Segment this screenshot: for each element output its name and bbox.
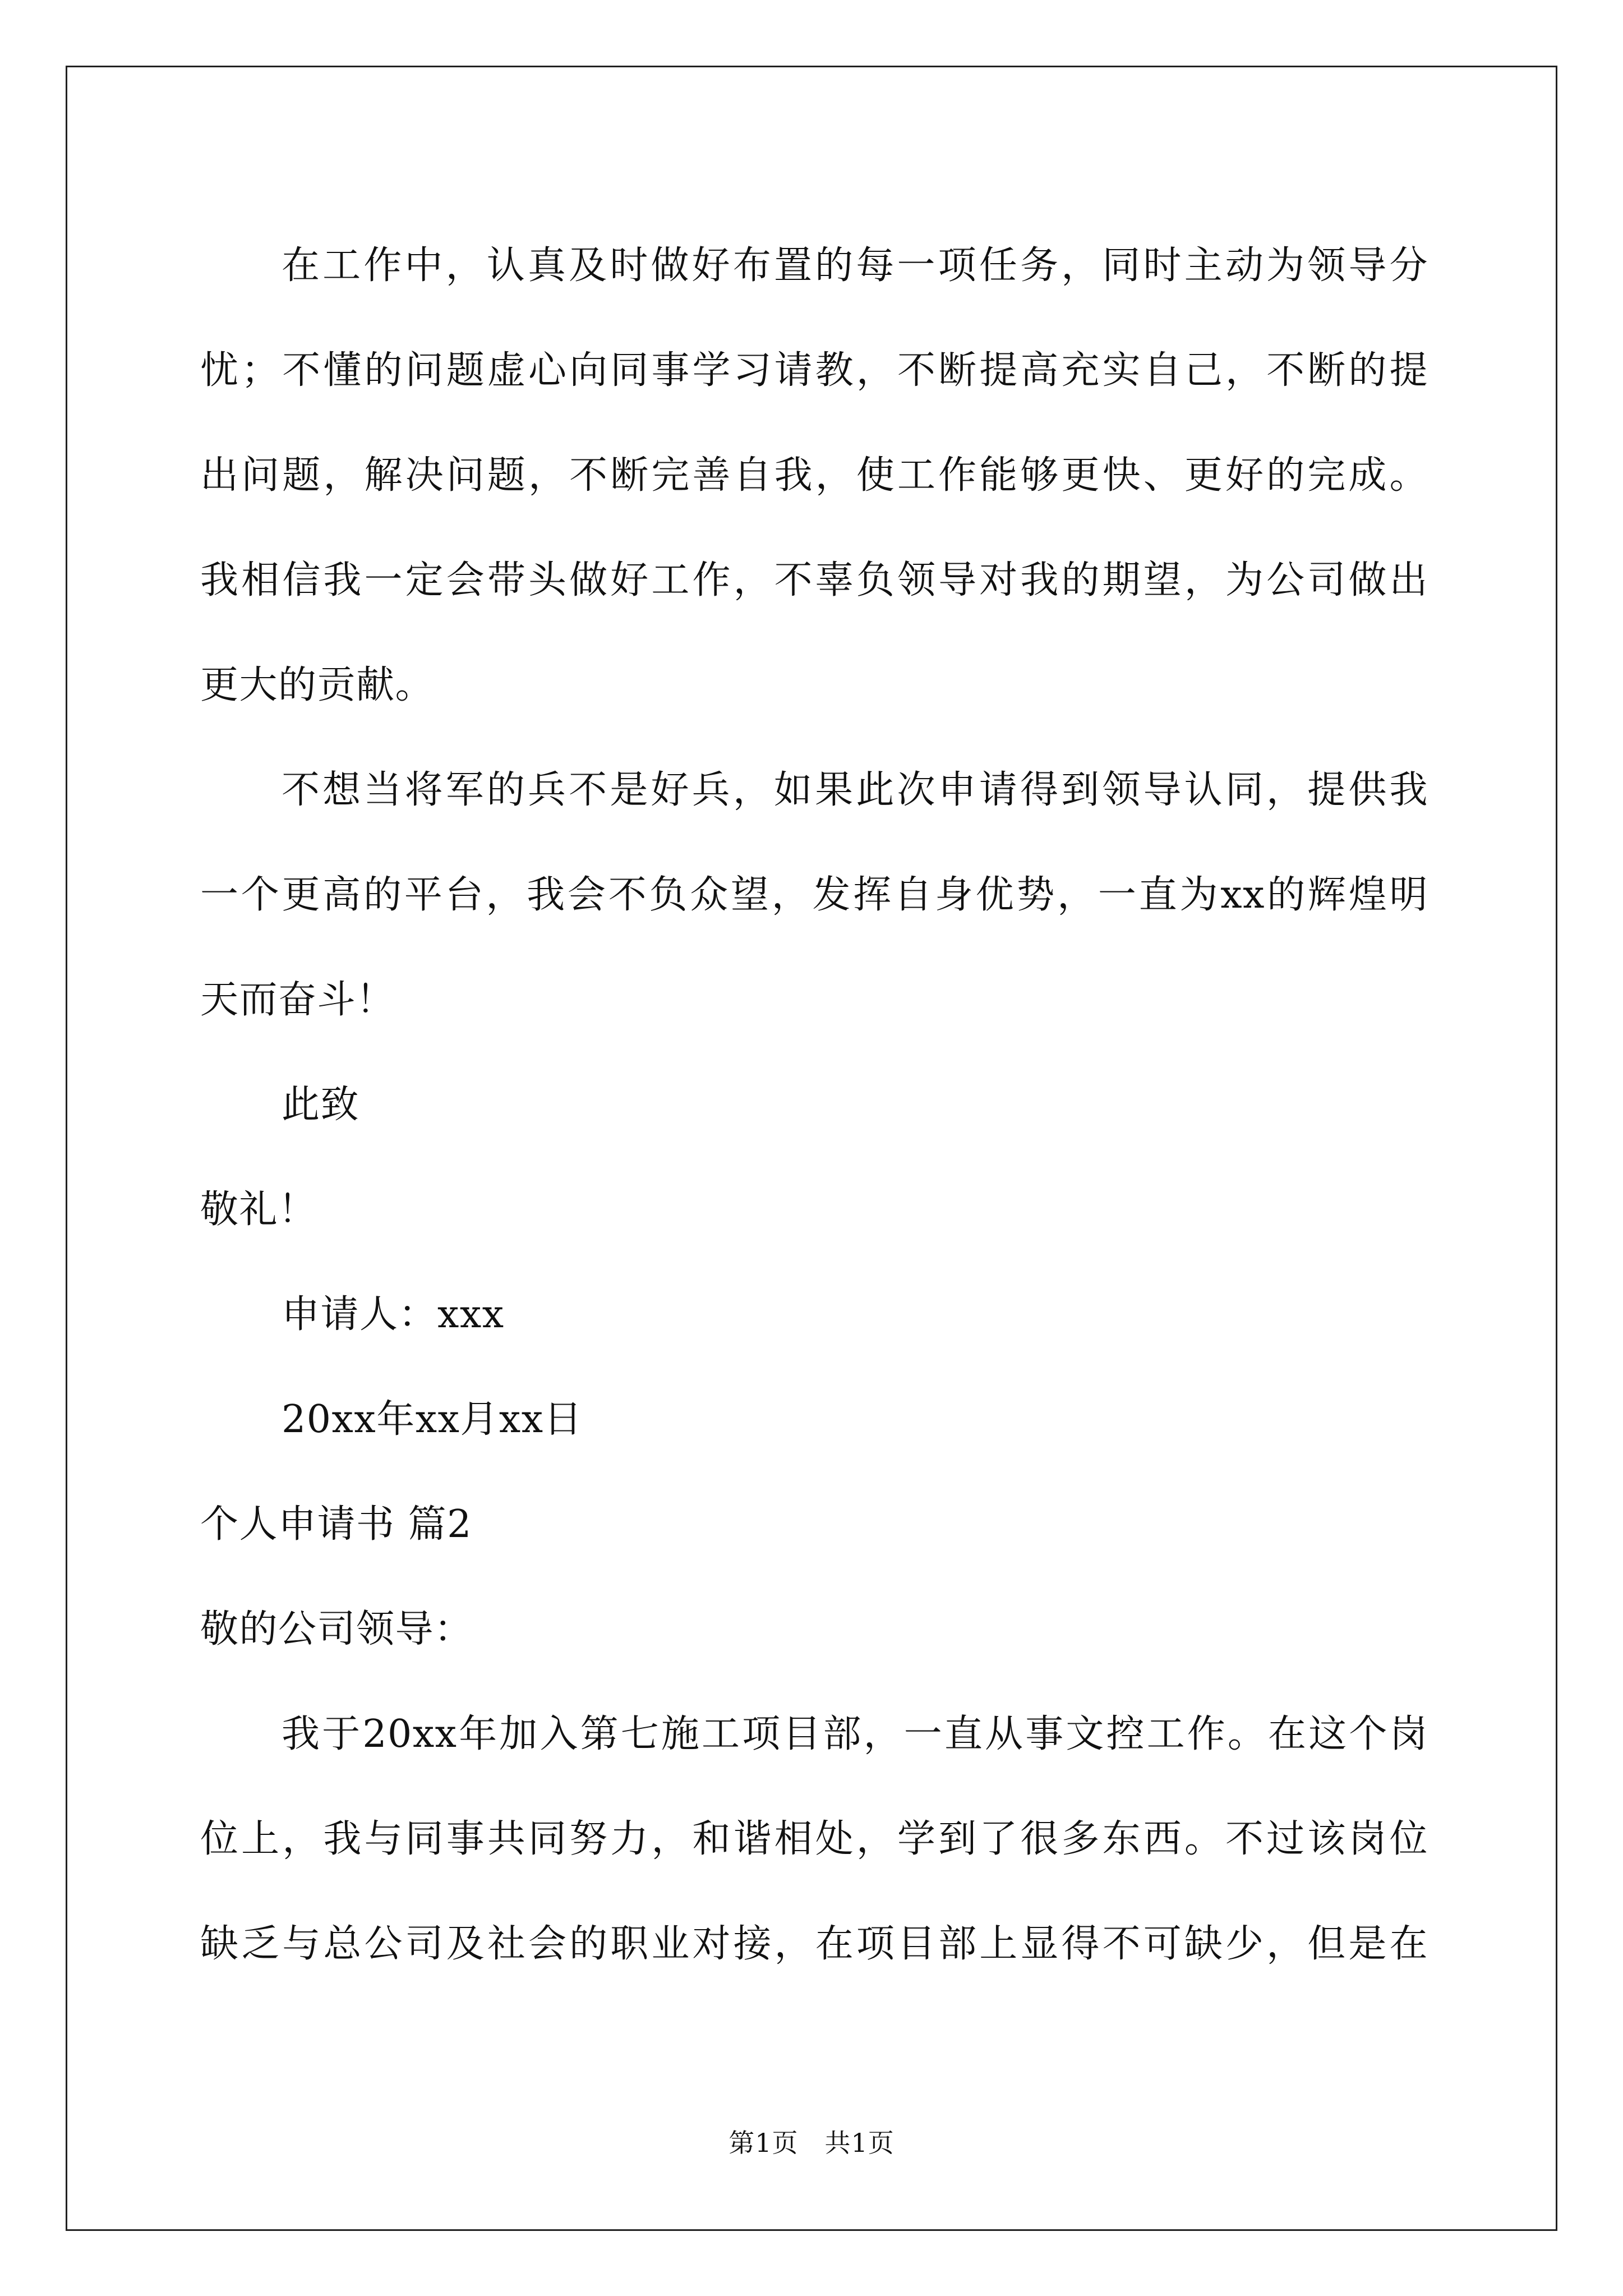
- paragraph-line: 缺乏与总公司及社会的职业对接，在项目部上显得不可缺少，但是在: [200, 1922, 1428, 1966]
- paragraph-line: 位上，我与同事共同努力，和谐相处，学到了很多东西。不过该岗位: [200, 1817, 1428, 1861]
- paragraph-line: 在工作中，认真及时做好布置的每一项任务，同时主动为领导分: [282, 243, 1428, 288]
- paragraph-line: 我相信我一定会带头做好工作，不辜负领导对我的期望，为公司做出: [200, 558, 1428, 602]
- letter-date: 20xx年xx月xx日: [282, 1397, 583, 1442]
- paragraph-line: 天而奋斗！: [200, 978, 395, 1022]
- paragraph-line: 出问题，解决问题，不断完善自我，使工作能够更快、更好的完成。: [200, 453, 1428, 498]
- document-body: [200, 213, 1428, 1996]
- paragraph-line: 更大的贡献。: [200, 663, 435, 707]
- section-heading: 个人申请书 篇2: [200, 1502, 472, 1547]
- paragraph-line: 我于20xx年加入第七施工项目部，一直从事文控工作。在这个岗: [282, 1712, 1428, 1756]
- paragraph-line: 不想当将军的兵不是好兵，如果此次申请得到领导认同，提供我: [282, 768, 1428, 812]
- closing-salutation: 此致: [282, 1083, 360, 1127]
- page-footer: 第1页 共1页: [728, 2128, 895, 2158]
- applicant-signature: 申请人：xxx: [282, 1292, 505, 1337]
- paragraph-line: 忧；不懂的问题虚心向同事学习请教，不断提高充实自己，不断的提: [200, 348, 1428, 393]
- letter-greeting: 敬的公司领导：: [200, 1607, 473, 1651]
- paragraph-line: 一个更高的平台，我会不负众望，发挥自身优势，一直为xx的辉煌明: [200, 873, 1428, 917]
- closing-regards: 敬礼！: [200, 1188, 317, 1232]
